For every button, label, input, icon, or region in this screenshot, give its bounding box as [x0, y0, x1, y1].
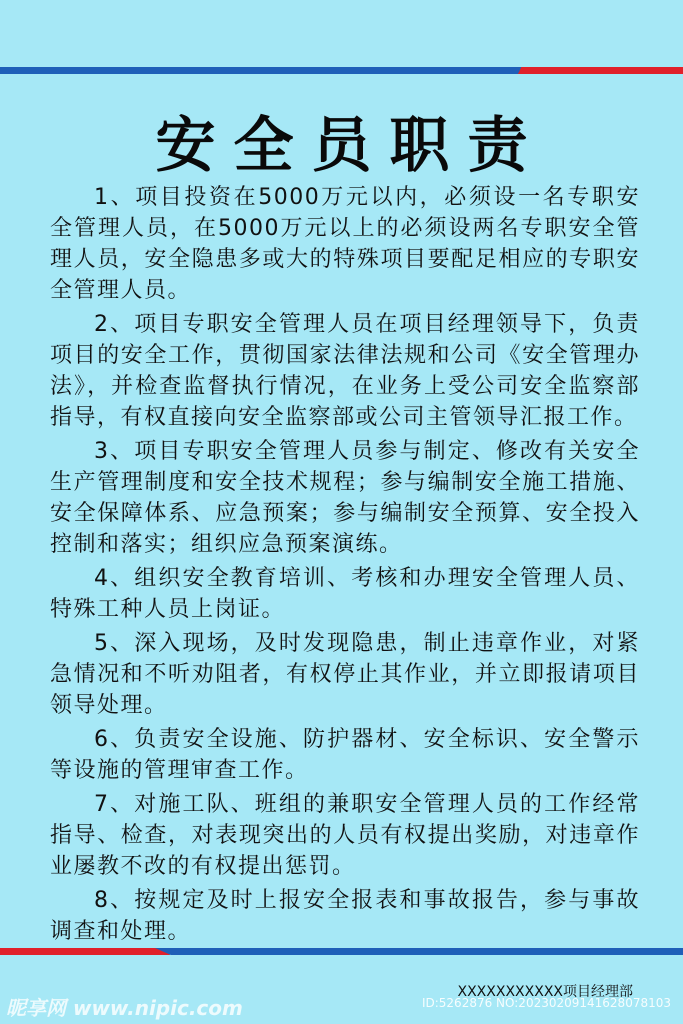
watermark-logo: 昵享网 www.nipic.com [6, 996, 243, 1020]
duty-item-5: 5、深入现场，及时发现隐患，制止违章作业，对紧急情况和不听劝阻者，有权停止其作业，并立即报请项目领导处理。 [50, 631, 640, 718]
duty-item-8: 8、按规定及时上报安全报表和事故报告，参与事故调查和处理。 [50, 888, 640, 944]
duty-item-6: 6、负责安全设施、防护器材、安全标识、安全警示等设施的管理审查工作。 [50, 727, 640, 783]
top-red-stripe [518, 67, 683, 74]
top-blue-stripe [0, 67, 532, 74]
duty-list [50, 182, 640, 950]
bottom-red-stripe [0, 948, 170, 955]
duty-item-2: 2、项目专职安全管理人员在项目经理领导下，负责项目的安全工作，贯彻国家法律法规和公司《安全管理办法》，并检查监督执行情况，在业务上受公司安全监察部指导，有权直接向安全监察部或公司主管领导汇报工作。 [50, 312, 640, 430]
duty-item-4: 4、组织安全教育培训、考核和办理安全管理人员、特殊工种人员上岗证。 [50, 566, 640, 622]
page-title: 安全员职责 [155, 111, 546, 181]
duty-item-1: 1、项目投资在5000万元以内，必须设一名专职安全管理人员，在5000万元以上的必须设两名专职安全管理人员，安全隐患多或大的特殊项目要配足相应的专职安全管理人员。 [50, 185, 640, 303]
watermark-id: ID:5262876 NO:20230209141628078103 [421, 996, 671, 1010]
bottom-blue-stripe [155, 948, 683, 955]
duty-item-3: 3、项目专职安全管理人员参与制定、修改有关安全生产管理制度和安全技术规程；参与编制安全施工措施、安全保障体系、应急预案；参与编制安全预算、安全投入控制和落实；组织应急预案演练。 [50, 439, 640, 557]
signature: XXXXXXXXXXX项目经理部 [457, 984, 633, 1000]
duty-item-7: 7、对施工队、班组的兼职安全管理人员的工作经常指导、检查，对表现突出的人员有权提出奖励，对违章作业屡教不改的有权提出惩罚。 [50, 792, 640, 879]
